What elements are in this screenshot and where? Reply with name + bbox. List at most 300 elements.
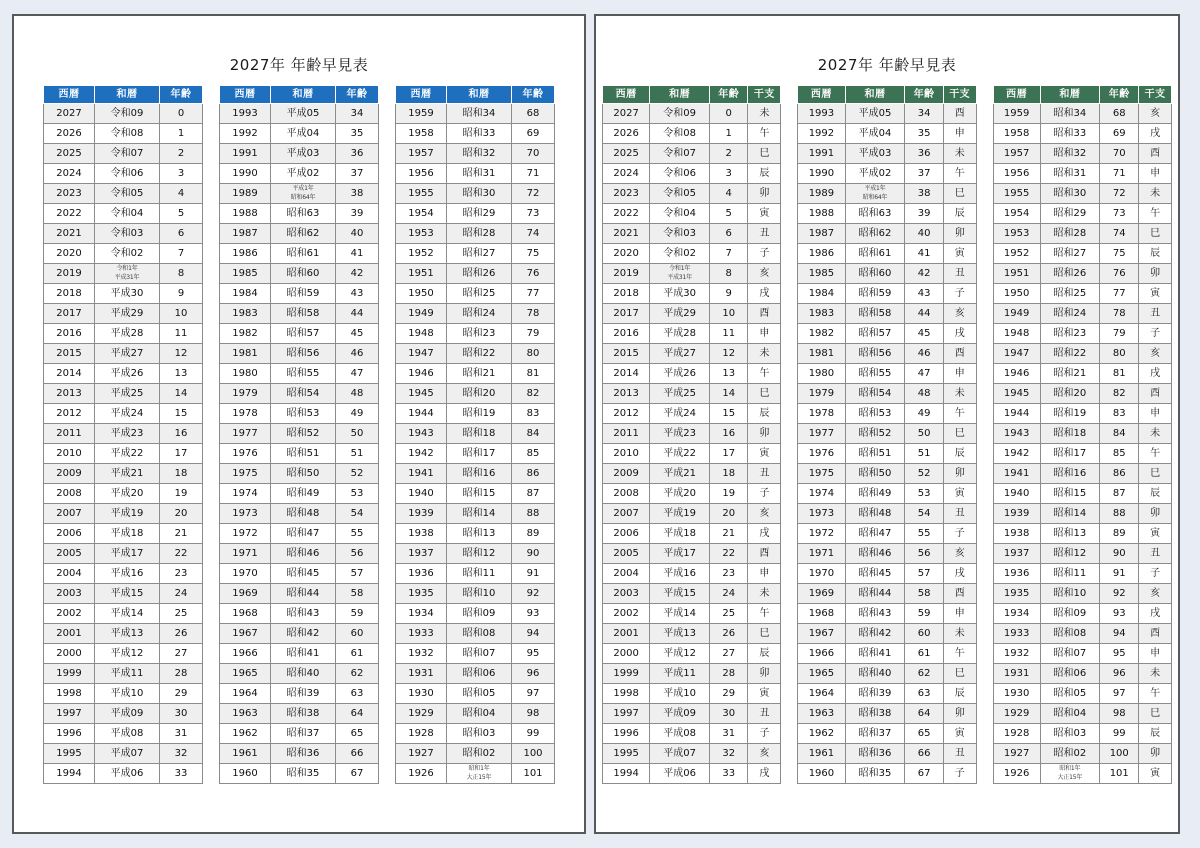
- cell-wareki: 令和03: [650, 224, 710, 244]
- cell-eto: 亥: [748, 504, 781, 524]
- cell-seireki: 2004: [603, 564, 650, 584]
- table-row: [603, 324, 781, 344]
- column-header-nenrei: 年齢: [512, 86, 555, 104]
- table-row: [220, 764, 379, 784]
- table-row: [396, 144, 555, 164]
- cell-wareki: 昭和49: [845, 484, 905, 504]
- cell-nenrei: 93: [512, 604, 555, 624]
- table-row: [993, 304, 1171, 324]
- cell-seireki: 2000: [44, 644, 95, 664]
- cell-seireki: 1937: [396, 544, 447, 564]
- cell-seireki: 1933: [396, 624, 447, 644]
- cell-wareki: 平成25: [650, 384, 710, 404]
- cell-nenrei: 22: [160, 544, 203, 564]
- cell-nenrei: 53: [905, 484, 943, 504]
- table-row: [44, 544, 203, 564]
- cell-seireki: 1959: [396, 104, 447, 124]
- cell-eto: 辰: [748, 644, 781, 664]
- cell-wareki: 平成19: [650, 504, 710, 524]
- cell-wareki: 令和02: [650, 244, 710, 264]
- cell-wareki: 昭和56: [271, 344, 336, 364]
- table-row: [603, 684, 781, 704]
- table-row: [798, 444, 976, 464]
- cell-wareki: 昭和28: [447, 224, 512, 244]
- cell-seireki: 2020: [603, 244, 650, 264]
- cell-nenrei: 93: [1100, 604, 1139, 624]
- table-row: [220, 544, 379, 564]
- cell-eto: 子: [1139, 324, 1172, 344]
- cell-wareki: 昭和31: [447, 164, 512, 184]
- cell-wareki: 昭和50: [845, 464, 905, 484]
- table-row: [993, 384, 1171, 404]
- table-row: [220, 624, 379, 644]
- cell-eto: 辰: [1139, 484, 1172, 504]
- cell-eto: 卯: [943, 704, 976, 724]
- cell-seireki: 1947: [993, 344, 1040, 364]
- cell-eto: 未: [748, 584, 781, 604]
- cell-seireki: 2016: [44, 324, 95, 344]
- cell-nenrei: 8: [160, 264, 203, 284]
- cell-seireki: 2012: [603, 404, 650, 424]
- cell-nenrei: 80: [512, 344, 555, 364]
- cell-wareki: 平成28: [650, 324, 710, 344]
- cell-wareki: 平成05: [271, 104, 336, 124]
- table-row: [993, 424, 1171, 444]
- table-row: [220, 104, 379, 124]
- table-row: [798, 604, 976, 624]
- table-header-row: [396, 86, 555, 104]
- cell-eto: 戌: [1139, 364, 1172, 384]
- cell-nenrei: 27: [160, 644, 203, 664]
- cell-eto: 巳: [943, 184, 976, 204]
- cell-wareki: 昭和52: [845, 424, 905, 444]
- cell-nenrei: 42: [336, 264, 379, 284]
- cell-eto: 巳: [943, 664, 976, 684]
- cell-wareki: 昭和20: [1040, 384, 1100, 404]
- cell-eto: 辰: [943, 204, 976, 224]
- cell-nenrei: 25: [160, 604, 203, 624]
- column-header-nenrei: 年齢: [336, 86, 379, 104]
- column-header-wareki: 和暦: [271, 86, 336, 104]
- cell-wareki: 昭和63: [271, 204, 336, 224]
- cell-seireki: 1992: [798, 124, 845, 144]
- cell-wareki: 平成28: [95, 324, 160, 344]
- cell-seireki: 2024: [603, 164, 650, 184]
- table-row: [396, 304, 555, 324]
- table-row: [44, 644, 203, 664]
- cell-wareki: 昭和12: [1040, 544, 1100, 564]
- cell-seireki: 2010: [603, 444, 650, 464]
- cell-nenrei: 79: [512, 324, 555, 344]
- cell-eto: 寅: [1139, 524, 1172, 544]
- cell-nenrei: 34: [905, 104, 943, 124]
- cell-wareki: 昭和35: [271, 764, 336, 784]
- cell-seireki: 1992: [220, 124, 271, 144]
- cell-eto: 亥: [748, 264, 781, 284]
- cell-eto: 寅: [748, 204, 781, 224]
- table-row: [220, 684, 379, 704]
- cell-nenrei: 18: [710, 464, 748, 484]
- cell-nenrei: 22: [710, 544, 748, 564]
- cell-wareki: 昭和30: [447, 184, 512, 204]
- cell-nenrei: 64: [905, 704, 943, 724]
- cell-seireki: 1975: [798, 464, 845, 484]
- cell-seireki: 1952: [396, 244, 447, 264]
- table-row: [603, 264, 781, 284]
- cell-wareki: 平成07: [650, 744, 710, 764]
- cell-nenrei: 96: [1100, 664, 1139, 684]
- table-row: [44, 524, 203, 544]
- cell-seireki: 1960: [798, 764, 845, 784]
- table-row: [396, 384, 555, 404]
- cell-wareki: 昭和38: [271, 704, 336, 724]
- table-row: [993, 544, 1171, 564]
- cell-seireki: 1980: [220, 364, 271, 384]
- cell-eto: 辰: [748, 404, 781, 424]
- table-row: [603, 304, 781, 324]
- cell-nenrei: 51: [905, 444, 943, 464]
- cell-eto: 辰: [1139, 724, 1172, 744]
- cell-wareki: 昭和02: [1040, 744, 1100, 764]
- cell-wareki: 平成16: [650, 564, 710, 584]
- cell-seireki: 1969: [220, 584, 271, 604]
- cell-seireki: 2023: [44, 184, 95, 204]
- table-row: [44, 604, 203, 624]
- cell-eto: 丑: [1139, 544, 1172, 564]
- table-row: [993, 144, 1171, 164]
- cell-seireki: 1964: [220, 684, 271, 704]
- cell-nenrei: 21: [710, 524, 748, 544]
- cell-eto: 子: [1139, 564, 1172, 584]
- page-right: [594, 14, 1180, 834]
- cell-nenrei: 71: [512, 164, 555, 184]
- table-row: [603, 444, 781, 464]
- cell-wareki: 昭和08: [447, 624, 512, 644]
- table-row: [603, 644, 781, 664]
- cell-seireki: 1968: [798, 604, 845, 624]
- cell-seireki: 2022: [44, 204, 95, 224]
- cell-wareki: 昭和59: [845, 284, 905, 304]
- table-row: [798, 764, 976, 784]
- cell-eto: 亥: [943, 304, 976, 324]
- cell-seireki: 1957: [993, 144, 1040, 164]
- cell-seireki: 1982: [798, 324, 845, 344]
- table-row: [220, 704, 379, 724]
- cell-eto: 寅: [943, 244, 976, 264]
- cell-wareki: 昭和12: [447, 544, 512, 564]
- cell-eto: 戌: [943, 564, 976, 584]
- cell-seireki: 1928: [993, 724, 1040, 744]
- cell-nenrei: 84: [1100, 424, 1139, 444]
- cell-seireki: 2015: [603, 344, 650, 364]
- cell-wareki: 昭和35: [845, 764, 905, 784]
- cell-seireki: 2025: [603, 144, 650, 164]
- cell-nenrei: 36: [336, 144, 379, 164]
- table-row: [396, 284, 555, 304]
- cell-nenrei: 4: [160, 184, 203, 204]
- cell-seireki: 1986: [220, 244, 271, 264]
- table-row: [603, 344, 781, 364]
- table-row: [220, 724, 379, 744]
- cell-nenrei: 45: [336, 324, 379, 344]
- table-row: [220, 264, 379, 284]
- cell-wareki: 平成11: [650, 664, 710, 684]
- cell-seireki: 1953: [396, 224, 447, 244]
- cell-seireki: 1999: [603, 664, 650, 684]
- table-row: [993, 464, 1171, 484]
- cell-wareki: 昭和61: [271, 244, 336, 264]
- cell-nenrei: 74: [512, 224, 555, 244]
- cell-wareki: 平成16: [95, 564, 160, 584]
- cell-nenrei: 59: [905, 604, 943, 624]
- column-header-seireki: 西暦: [44, 86, 95, 104]
- table-row: [220, 364, 379, 384]
- cell-nenrei: 85: [512, 444, 555, 464]
- cell-wareki: 昭和14: [1040, 504, 1100, 524]
- cell-seireki: 2011: [44, 424, 95, 444]
- cell-seireki: 2026: [44, 124, 95, 144]
- wareki-era-line: 令和1年: [669, 265, 691, 272]
- table-row: [603, 704, 781, 724]
- cell-seireki: 2016: [603, 324, 650, 344]
- cell-nenrei: 19: [710, 484, 748, 504]
- cell-seireki: 1978: [220, 404, 271, 424]
- cell-nenrei: 81: [1100, 364, 1139, 384]
- cell-nenrei: 94: [1100, 624, 1139, 644]
- table-row: [798, 704, 976, 724]
- cell-seireki: 1979: [798, 384, 845, 404]
- cell-seireki: 2014: [44, 364, 95, 384]
- cell-seireki: 1972: [798, 524, 845, 544]
- cell-wareki: 平成21: [95, 464, 160, 484]
- cell-nenrei: 24: [710, 584, 748, 604]
- cell-nenrei: 39: [336, 204, 379, 224]
- cell-wareki: [447, 764, 512, 784]
- cell-seireki: 1956: [993, 164, 1040, 184]
- cell-wareki: 昭和09: [1040, 604, 1100, 624]
- cell-eto: 午: [1139, 444, 1172, 464]
- cell-wareki: [650, 264, 710, 284]
- table-row: [220, 504, 379, 524]
- cell-nenrei: 89: [1100, 524, 1139, 544]
- cell-wareki: 令和08: [95, 124, 160, 144]
- cell-seireki: 2001: [603, 624, 650, 644]
- cell-eto: 巳: [1139, 224, 1172, 244]
- table-row: [220, 124, 379, 144]
- cell-wareki: 昭和24: [447, 304, 512, 324]
- cell-wareki: [845, 184, 905, 204]
- table-row: [44, 684, 203, 704]
- cell-wareki: 昭和29: [447, 204, 512, 224]
- table-row: [396, 524, 555, 544]
- cell-nenrei: 99: [1100, 724, 1139, 744]
- table-row: [993, 204, 1171, 224]
- cell-seireki: 1945: [993, 384, 1040, 404]
- wareki-era-line: 令和1年: [116, 265, 138, 272]
- table-row: [396, 564, 555, 584]
- cell-seireki: 1962: [798, 724, 845, 744]
- column-header-seireki: 西暦: [993, 86, 1040, 104]
- cell-seireki: 1975: [220, 464, 271, 484]
- cell-wareki: 昭和56: [845, 344, 905, 364]
- cell-seireki: 1938: [396, 524, 447, 544]
- cell-eto: 子: [748, 244, 781, 264]
- cell-nenrei: 64: [336, 704, 379, 724]
- table-row: [603, 744, 781, 764]
- cell-seireki: 1991: [798, 144, 845, 164]
- table-row: [396, 444, 555, 464]
- cell-eto: 申: [943, 124, 976, 144]
- cell-seireki: 1985: [220, 264, 271, 284]
- column-header-wareki: 和暦: [650, 86, 710, 104]
- cell-wareki: 令和08: [650, 124, 710, 144]
- cell-eto: 戌: [748, 524, 781, 544]
- table-row: [44, 664, 203, 684]
- cell-nenrei: 95: [1100, 644, 1139, 664]
- cell-nenrei: 12: [710, 344, 748, 364]
- cell-wareki: 平成05: [845, 104, 905, 124]
- table-row: [603, 464, 781, 484]
- cell-wareki: 昭和48: [845, 504, 905, 524]
- cell-seireki: 1927: [396, 744, 447, 764]
- cell-wareki: 平成24: [95, 404, 160, 424]
- cell-seireki: 1962: [220, 724, 271, 744]
- table-row: [220, 404, 379, 424]
- table-row: [603, 224, 781, 244]
- cell-nenrei: 62: [336, 664, 379, 684]
- cell-nenrei: 55: [905, 524, 943, 544]
- table-row: [220, 664, 379, 684]
- cell-seireki: 1927: [993, 744, 1040, 764]
- table-row: [993, 164, 1171, 184]
- cell-seireki: 1926: [993, 764, 1040, 784]
- cell-nenrei: 28: [160, 664, 203, 684]
- cell-nenrei: 69: [1100, 124, 1139, 144]
- table-row: [603, 184, 781, 204]
- cell-nenrei: 1: [160, 124, 203, 144]
- age-table: [219, 85, 379, 784]
- cell-nenrei: 97: [1100, 684, 1139, 704]
- cell-nenrei: 42: [905, 264, 943, 284]
- cell-nenrei: 51: [336, 444, 379, 464]
- cell-nenrei: 13: [160, 364, 203, 384]
- table-header-row: [603, 86, 781, 104]
- cell-seireki: 1954: [396, 204, 447, 224]
- page-left: [12, 14, 586, 834]
- cell-wareki: 昭和27: [1040, 244, 1100, 264]
- cell-wareki: 昭和33: [447, 124, 512, 144]
- cell-seireki: 1996: [603, 724, 650, 744]
- cell-wareki: 昭和50: [271, 464, 336, 484]
- cell-seireki: 1949: [993, 304, 1040, 324]
- table-row: [220, 324, 379, 344]
- table-row: [44, 404, 203, 424]
- table-row: [220, 604, 379, 624]
- cell-nenrei: 52: [905, 464, 943, 484]
- age-table: [43, 85, 203, 784]
- cell-nenrei: 33: [160, 764, 203, 784]
- table-row: [798, 744, 976, 764]
- cell-wareki: 平成29: [95, 304, 160, 324]
- cell-seireki: 1988: [220, 204, 271, 224]
- cell-wareki: 昭和57: [845, 324, 905, 344]
- table-header-row: [44, 86, 203, 104]
- cell-wareki: 平成15: [95, 584, 160, 604]
- cell-wareki: 昭和26: [447, 264, 512, 284]
- cell-nenrei: 39: [905, 204, 943, 224]
- cell-eto: 午: [748, 604, 781, 624]
- cell-seireki: 1979: [220, 384, 271, 404]
- cell-nenrei: 55: [336, 524, 379, 544]
- cell-nenrei: 29: [710, 684, 748, 704]
- table-row: [798, 424, 976, 444]
- cell-seireki: 2022: [603, 204, 650, 224]
- cell-eto: 巳: [748, 144, 781, 164]
- cell-wareki: 昭和45: [845, 564, 905, 584]
- cell-nenrei: 9: [710, 284, 748, 304]
- cell-seireki: 1990: [798, 164, 845, 184]
- cell-wareki: 平成15: [650, 584, 710, 604]
- age-table: [993, 85, 1172, 784]
- cell-seireki: 1940: [993, 484, 1040, 504]
- cell-seireki: 2019: [603, 264, 650, 284]
- page-title: 2027年 年齢早見表: [817, 56, 957, 74]
- cell-seireki: 1977: [220, 424, 271, 444]
- table-row: [798, 204, 976, 224]
- table-row: [44, 104, 203, 124]
- cell-seireki: 1934: [396, 604, 447, 624]
- table-row: [44, 364, 203, 384]
- cell-wareki: 昭和43: [271, 604, 336, 624]
- cell-seireki: 1948: [396, 324, 447, 344]
- table-row: [993, 744, 1171, 764]
- cell-nenrei: 100: [1100, 744, 1139, 764]
- table-row: [220, 584, 379, 604]
- column-header-seireki: 西暦: [798, 86, 845, 104]
- cell-seireki: 1999: [44, 664, 95, 684]
- cell-eto: 午: [943, 644, 976, 664]
- cell-seireki: 1978: [798, 404, 845, 424]
- cell-seireki: 1984: [220, 284, 271, 304]
- table-row: [993, 504, 1171, 524]
- cell-wareki: 昭和62: [271, 224, 336, 244]
- cell-nenrei: 75: [512, 244, 555, 264]
- cell-eto: 午: [943, 164, 976, 184]
- cell-wareki: 昭和48: [271, 504, 336, 524]
- table-row: [396, 344, 555, 364]
- cell-seireki: 1938: [993, 524, 1040, 544]
- cell-wareki: 令和07: [650, 144, 710, 164]
- cell-nenrei: 86: [512, 464, 555, 484]
- cell-wareki: 昭和03: [1040, 724, 1100, 744]
- cell-wareki: 昭和14: [447, 504, 512, 524]
- cell-seireki: 1955: [993, 184, 1040, 204]
- cell-eto: 午: [1139, 684, 1172, 704]
- table-row: [44, 164, 203, 184]
- cell-eto: 酉: [1139, 624, 1172, 644]
- cell-wareki: 昭和55: [845, 364, 905, 384]
- table-row: [798, 724, 976, 744]
- cell-seireki: 1943: [396, 424, 447, 444]
- cell-seireki: 1942: [993, 444, 1040, 464]
- cell-nenrei: 49: [905, 404, 943, 424]
- cell-eto: 戌: [1139, 124, 1172, 144]
- cell-nenrei: 67: [336, 764, 379, 784]
- cell-wareki: 昭和41: [845, 644, 905, 664]
- cell-seireki: 2012: [44, 404, 95, 424]
- cell-seireki: 1997: [603, 704, 650, 724]
- wareki-era-line: 平成1年: [864, 185, 886, 192]
